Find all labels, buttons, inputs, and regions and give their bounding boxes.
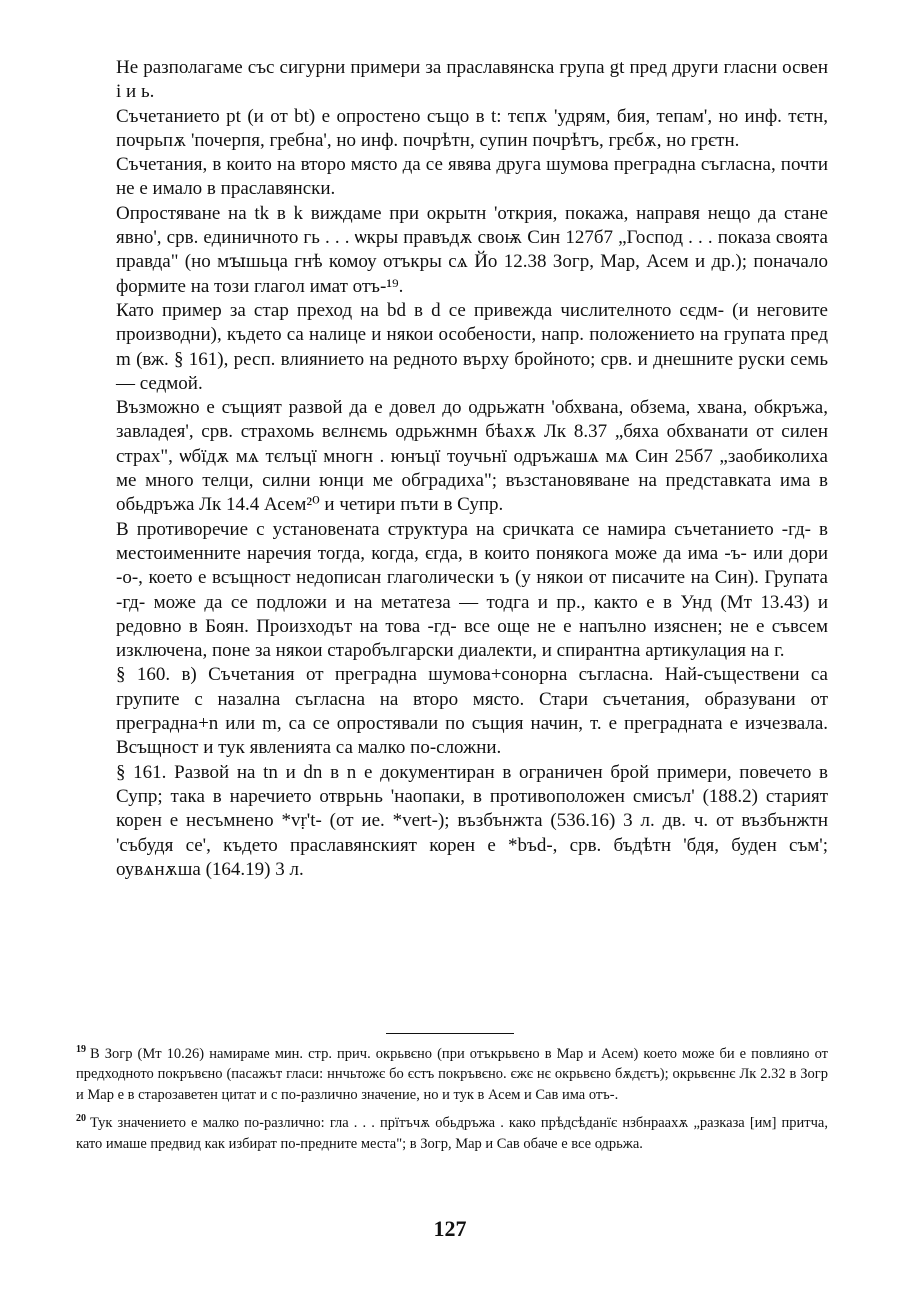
footnote-number: 19 bbox=[76, 1044, 86, 1055]
footnote-19 bbox=[76, 1040, 828, 1105]
paragraph-8: § 160. в) Съчетания от преградна шумова+сонорна съгласна. Най-съществени са групите с назална съгласна на второ място. Стари съчетания, образувани от преградна+n или m, са се опростявали по същия начин, т. е преградната е изчезвала. Всъщност и тук явленията са малко по-сложни. bbox=[116, 664, 828, 759]
footnote-number: 20 bbox=[76, 1113, 86, 1125]
paragraph-6: Възможно е същият развой да е довел до одрьжатн 'обхвана, обзема, хвана, обкръжа, завладея', срв. страхомь вєлнємь одрьжнмн бѣахѫ Лк 8.37 „бяха обхванати от силен страх", ѡбїдѫ мѧ тєлъцї многн . юнъцї тоучьнї одръжашѧ мѧ Син 25б7 „заобиколиха ме много телци, силни юнци ме обградиха"; възстановяване на представката има в обьдръжа Лк 14.4 Асем²⁰ и четири пъти в Супр. bbox=[116, 397, 828, 516]
paragraph-4: Опростяване на tk в k виждаме при окрытн 'открия, покажа, направя нещо да стане явно', срв. единичното гь . . . ѡкры правъдѫ своѭ Син 127б7 „Господ . . . показа своята правда" (но мꙑшьца гнѣ комоу отъкры сѧ Йо 12.38 Зогр, Мар, Асем и др.); поначало формите на този глагол имат отъ-¹⁹. bbox=[116, 202, 828, 297]
paragraph-7: В противоречие с установената структура на сричката се намира съчетанието -гд- в местоименните наречия тогда, когда, єгда, в които понякога може да има -ъ- или дори -о-, което е всъщност недописан глаголически ъ (у някои от писачите на Син). Групата -гд- може да се подложи и на метатеза — тодга и пр., както е в Унд (Мт 13.43) и редовно в Боян. Произходът на това -гд- все още не е напълно изяснен; не е съвсем изключена, поне за някои старобългарски диалекти, и спирантна артикулация на г. bbox=[116, 518, 828, 662]
paragraph-3: Съчетания, в които на второ място да се явява друга шумова преградна съгласна, почти не е имало в праславянски. bbox=[116, 154, 828, 200]
footnote-text: В Зогр (Мт 10.26) намираме мин. стр. прич. окрьвєно (при отъкрьвєно в Мар и Асем) което може би е повлияно от предходното покръвєно (пасажът гласи: ннчьтожє бо єстъ покръвєно. єжє нє окрьвєно бѫдєтъ); окрьвєннє Лк 2.32 в Зогр и Мар е в старозаветен цитат и с по-различно значение, но и тук в Асем и Сав има отъ-. bbox=[76, 1045, 828, 1103]
footnote-20 bbox=[76, 1109, 828, 1154]
main-text bbox=[116, 56, 828, 882]
footnote-divider bbox=[386, 1033, 514, 1034]
paragraph-1: Не разполагаме със сигурни примери за праславянска група gt пред други гласни освен i и ь. bbox=[116, 57, 828, 103]
footnote-text: Тук значението е малко по-различно: гла . . . прїтъчѫ обьдръжа . како прѣдсѣданїє нзбнраахѫ „разказа [им] притча, като имаше предвид как избират по-предните места"; в Зогр, Мар и Сав обаче е все одрьжа. bbox=[76, 1115, 828, 1152]
paragraph-9: § 161. Развой на tn и dn в n е документиран в ограничен брой примери, повечето в Супр; така в наречието отврьнь 'наопаки, в противоположен смисъл' (188.2) старият корен е несъмнено *vṛ't- (от ие. *vert-); възбънжта (536.16) 3 л. дв. ч. от възбънжтн 'събудя се', където праславянският корен е *bъd-, срв. бъдѣтн 'бдя, буден съм'; оувѧнѫша (164.19) 3 л. bbox=[116, 761, 828, 880]
paragraph-2: Съчетанието pt (и от bt) е опростено също в t: тєпѫ 'удрям, бия, тепам', но инф. тєтн, почрьпѫ 'почерпя, гребна', но инф. почрѣтн, супин почрѣтъ, грєбѫ, но грєтн. bbox=[116, 105, 828, 151]
page-number: 127 bbox=[433, 1216, 467, 1241]
footnotes bbox=[76, 1040, 828, 1158]
paragraph-5: Като пример за стар преход на bd в d се привежда числителното сєдм- (и неговите производни), където са налице и някои особености, напр. положението на групата пред m (вж. § 161), респ. влиянието на редното върху бройното; срв. и днешните руски семь — седмой. bbox=[116, 299, 828, 394]
